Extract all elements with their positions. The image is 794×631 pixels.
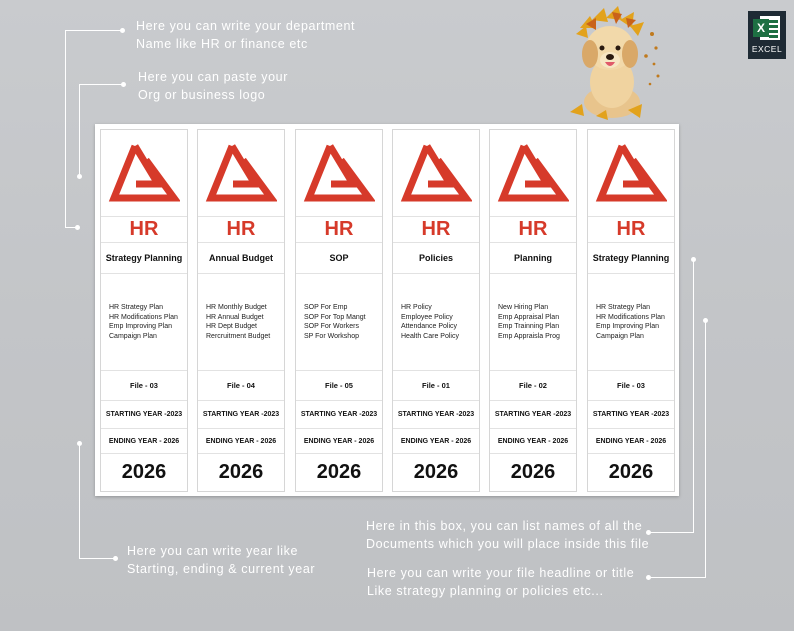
logo-note-line-2: Org or business logo <box>138 88 266 102</box>
document-item: Campaign Plan <box>596 332 644 340</box>
starting-year: STARTING YEAR -2023 <box>296 401 382 429</box>
file-number: File - 01 <box>393 371 479 401</box>
current-year: 2026 <box>413 460 459 483</box>
logo-note-line-1: Here you can paste your <box>138 70 288 84</box>
triangle-logo-icon <box>497 138 569 204</box>
documents-list-cell <box>588 274 674 371</box>
logo-note <box>138 68 288 104</box>
documents-list-cell <box>198 274 284 371</box>
department-note <box>136 17 355 53</box>
department-label: HR <box>393 216 479 243</box>
documents-list <box>304 303 366 341</box>
document-item: HR Annual Budget <box>206 313 264 321</box>
excel-letter: X <box>756 21 765 35</box>
excel-label: EXCEL <box>751 44 783 54</box>
ending-year: ENDING YEAR - 2026 <box>393 429 479 454</box>
documents-note-line-1: Here in this box, you can list names of all the <box>366 519 643 533</box>
documents-list <box>206 303 270 341</box>
starting-year: STARTING YEAR -2023 <box>588 401 674 429</box>
headline-note-line-1: Here you can write your file headline or title <box>367 566 635 580</box>
document-item: SOP For Emp <box>304 304 348 311</box>
documents-list-cell <box>490 274 576 371</box>
document-item: Emp Appraisal Plan <box>498 313 560 321</box>
document-item: HR Strategy Plan <box>596 304 651 311</box>
department-label: HR <box>490 216 576 243</box>
puppy-image <box>566 4 662 122</box>
year-note <box>127 542 315 578</box>
document-item: HR Strategy Plan <box>109 304 164 311</box>
file-label-card <box>392 129 480 492</box>
document-item: SOP For Top Mangt <box>304 313 366 321</box>
documents-list <box>109 303 178 341</box>
document-item: SOP For Workers <box>304 323 359 330</box>
document-item: Rercruitment Budget <box>206 332 271 340</box>
file-number: File - 05 <box>296 371 382 401</box>
ending-year: ENDING YEAR - 2026 <box>588 429 674 454</box>
department-label: HR <box>588 216 674 243</box>
document-item: Campaign Plan <box>109 332 157 340</box>
file-title: SOP <box>296 243 382 274</box>
document-item: HR Policy <box>401 304 432 311</box>
file-title: Planning <box>490 243 576 274</box>
file-number: File - 04 <box>198 371 284 401</box>
document-item: HR Dept Budget <box>206 323 257 330</box>
ending-year: ENDING YEAR - 2026 <box>490 429 576 454</box>
ending-year: ENDING YEAR - 2026 <box>198 429 284 454</box>
file-label-card <box>100 129 188 492</box>
current-year: 2026 <box>316 460 362 483</box>
current-year: 2026 <box>510 460 556 483</box>
year-note-line-2: Starting, ending & current year <box>127 562 316 576</box>
file-title: Policies <box>393 243 479 274</box>
triangle-logo-icon <box>595 138 667 204</box>
documents-list <box>596 303 665 341</box>
ending-year: ENDING YEAR - 2026 <box>296 429 382 454</box>
current-year: 2026 <box>121 460 167 483</box>
document-item: Emp Improving Plan <box>596 323 660 330</box>
document-item: Emp Trainning Plan <box>498 323 560 330</box>
department-label: HR <box>198 216 284 243</box>
document-item: Emp Improving Plan <box>109 323 173 330</box>
document-item: New Hiring Plan <box>498 304 549 311</box>
starting-year: STARTING YEAR -2023 <box>198 401 284 429</box>
logo-cell <box>198 130 284 217</box>
year-note-line-1: Here you can write year like <box>127 544 299 558</box>
document-item: SP For Workshop <box>304 332 359 340</box>
triangle-logo-icon <box>108 138 180 204</box>
ending-year: ENDING YEAR - 2026 <box>101 429 187 454</box>
logo-cell <box>296 130 382 217</box>
file-label-card <box>587 129 675 492</box>
excel-badge <box>748 11 786 59</box>
documents-note-line-2: Documents which you will place inside this file <box>366 537 650 551</box>
logo-cell <box>490 130 576 217</box>
file-title: Strategy Planning <box>588 243 674 274</box>
file-number: File - 02 <box>490 371 576 401</box>
logo-cell <box>393 130 479 217</box>
document-item: Health Care Policy <box>401 332 459 340</box>
file-number: File - 03 <box>588 371 674 401</box>
triangle-logo-icon <box>400 138 472 204</box>
documents-list <box>401 303 459 341</box>
file-label-card <box>489 129 577 492</box>
document-item: HR Modifications Plan <box>109 313 178 321</box>
document-item: Emp Appraisla Prog <box>498 332 560 340</box>
file-number: File - 03 <box>101 371 187 401</box>
triangle-logo-icon <box>205 138 277 204</box>
file-label-card <box>197 129 285 492</box>
current-year: 2026 <box>218 460 264 483</box>
starting-year: STARTING YEAR -2023 <box>101 401 187 429</box>
department-note-line-1: Here you can write your department <box>136 19 356 33</box>
department-label: HR <box>101 216 187 243</box>
file-label-card <box>295 129 383 492</box>
department-note-line-2: Name like HR or finance etc <box>136 37 308 51</box>
document-item: HR Modifications Plan <box>596 313 665 321</box>
document-item: Attendance Policy <box>401 323 458 330</box>
documents-list-cell <box>101 274 187 371</box>
documents-list <box>498 303 560 341</box>
file-title: Annual Budget <box>198 243 284 274</box>
headline-note <box>367 564 634 600</box>
triangle-logo-icon <box>303 138 375 204</box>
headline-note-line-2: Like strategy planning or policies etc... <box>367 584 604 598</box>
logo-cell <box>588 130 674 217</box>
documents-list-cell <box>296 274 382 371</box>
current-year: 2026 <box>608 460 654 483</box>
document-item: HR Monthly Budget <box>206 304 267 311</box>
starting-year: STARTING YEAR -2023 <box>393 401 479 429</box>
file-title: Strategy Planning <box>101 243 187 274</box>
documents-list-cell <box>393 274 479 371</box>
starting-year: STARTING YEAR -2023 <box>490 401 576 429</box>
documents-note <box>366 517 649 553</box>
file-label-sheet <box>95 124 679 496</box>
department-label: HR <box>296 216 382 243</box>
logo-cell <box>101 130 187 217</box>
document-item: Employee Policy <box>401 313 453 321</box>
